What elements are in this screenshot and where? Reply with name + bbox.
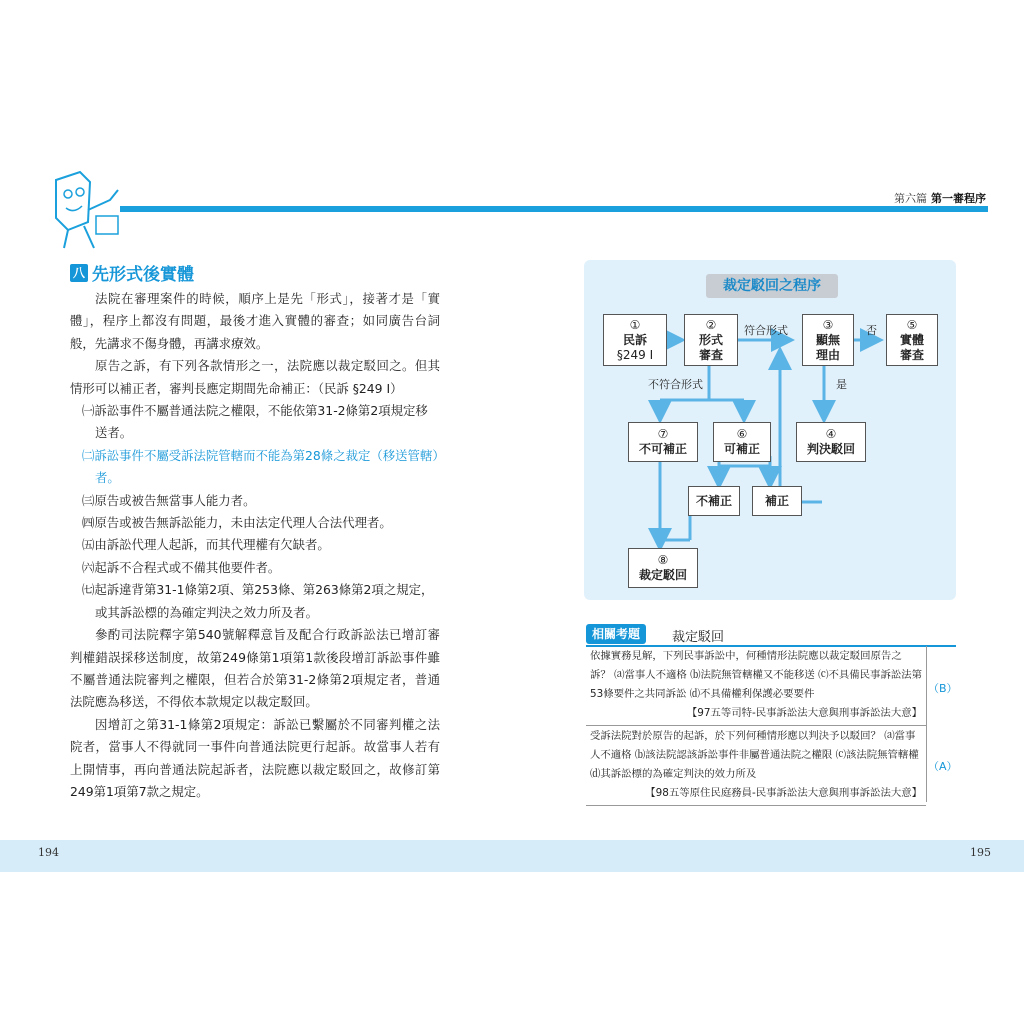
question-item: 受訴法院對於原告的起訴，於下列何種情形應以判決予以駁回？ ⒜當事人不適格 ⒝該法院認該訴訟事件非屬普通法院之權限 ⒞該法院無管轄權 ⒟其訴訟標的為確定判決的效力所及 【98五等原住民庭務員-民事訴訟法大意與刑事訴訟法大意】 [586, 726, 926, 806]
section-title: 八 先形式後實體 [70, 260, 194, 285]
answer-1: （B） [928, 682, 958, 695]
list-item: ㈦起訴違背第31-1條第2項、第253條、第263條第2項之規定，或其訴訟標的為確定判決之效力所及者。 [82, 582, 434, 620]
answer-divider [926, 646, 927, 802]
body-text: 法院在審理案件的時候，順序上是先「形式」，接著才是「實體」，程序上都沒有問題，最後才進入實體的審查；如同廣告台詞般，先講求不傷身體，再講求療效。 原告之訴，有下列各款情形之一，法院應以裁定駁回之。但其情形可以補正者，審判長應定期間先命補正：（民訴 §249 Ⅰ） ㈠訴訟事件不屬普通法院之權限，不能依第31-2條第2項規定移送者。 ㈡訴訟事件不屬受訴法院管轄而不能為第28條之裁定（移送管轄）者。 ㈢原告或被告無當事人能力者。 ㈣原告或被告無訴訟能力，未由法定代理人合法代理者。 ㈤由訴訟代理人起訴，而其代理權有欠缺者。 ㈥起訴不合程式或不備其他要件者。 ㈦起訴違背第31-1條第2項、第253條、第263條第2項之規定，或其訴訟標的為確定判決之效力所及者。 參酌司法院釋字第540號解釋意旨及配合行政訴訟法已增訂審判權錯誤採移送制度，故第249條第1項第1款後段增訂訴訟事件雖不屬普通法院審判之權限，但若合於第31-2條第2項規定者，普通法院應為移送，不得依本款規定以裁定駁回。 因增訂之第31-1條第2項規定：訴訟已繫屬於不同審判權之法院者，當事人不得就同一事件向普通法院更行起訴。故當事人若有上開情事，再向普通法院起訴者，法院應以裁定駁回之，故修訂第249第1項第7款之規定。 [70, 291, 440, 799]
running-header: 第六篇 第一審程序 [894, 192, 986, 205]
page-number-right: 195 [970, 846, 991, 859]
header-rule [120, 206, 988, 212]
node-3: ③ 顯無 理由 [802, 314, 854, 366]
list-item: ㈠訴訟事件不屬普通法院之權限，不能依第31-2條第2項規定移送者。 [82, 403, 428, 441]
list-item: ㈢原告或被告無當事人能力者。 [82, 492, 256, 508]
node-5: ⑤ 實體 審查 [886, 314, 938, 366]
node-8: ⑧ 裁定駁回 [628, 548, 698, 588]
list-item: ㈣原告或被告無訴訟能力，未由法定代理人合法代理者。 [82, 515, 392, 531]
page-number-left: 194 [38, 846, 59, 859]
list-item: ㈡訴訟事件不屬受訴法院管轄而不能為第28條之裁定（移送管轄）者。 [82, 447, 439, 486]
node-correction: 補正 [752, 486, 802, 516]
diagram-title: 裁定駁回之程序 [706, 274, 838, 298]
related-title: 裁定駁回 [672, 630, 725, 645]
list-item: ㈥起訴不合程式或不備其他要件者。 [82, 559, 281, 575]
footer-band [0, 840, 1024, 872]
list-item: ㈤由訴訟代理人起訴，而其代理權有欠缺者。 [82, 537, 330, 553]
mascot-illustration [38, 160, 128, 250]
node-1: ① 民訴 §249 Ⅰ [603, 314, 667, 366]
label-no: 否 [866, 324, 877, 337]
label-yes: 是 [836, 378, 847, 391]
node-7: ⑦ 不可補正 [628, 422, 698, 462]
section-number: 八 [70, 264, 88, 282]
label-fit: 符合形式 [744, 324, 788, 337]
answer-2: （A） [928, 760, 958, 773]
question-item: 依據實務見解，下列民事訴訟中，何種情形法院應以裁定駁回原告之訴？ ⒜當事人不適格 ⒝法院無管轄權又不能移送 ⒞不具備民事訴訟法第53條要件之共同訴訟 ⒟不具備權利保護必要要件 【97五等司特-民事訴訟法大意與刑事訴訟法大意】 [586, 646, 926, 726]
related-tag: 相關考題 [586, 624, 646, 644]
node-6: ⑥ 可補正 [713, 422, 771, 462]
question-list [586, 646, 926, 806]
node-4: ④ 判決駁回 [796, 422, 866, 462]
node-no-correction: 不補正 [688, 486, 740, 516]
node-2: ② 形式 審查 [684, 314, 738, 366]
label-unfit: 不符合形式 [648, 378, 703, 391]
